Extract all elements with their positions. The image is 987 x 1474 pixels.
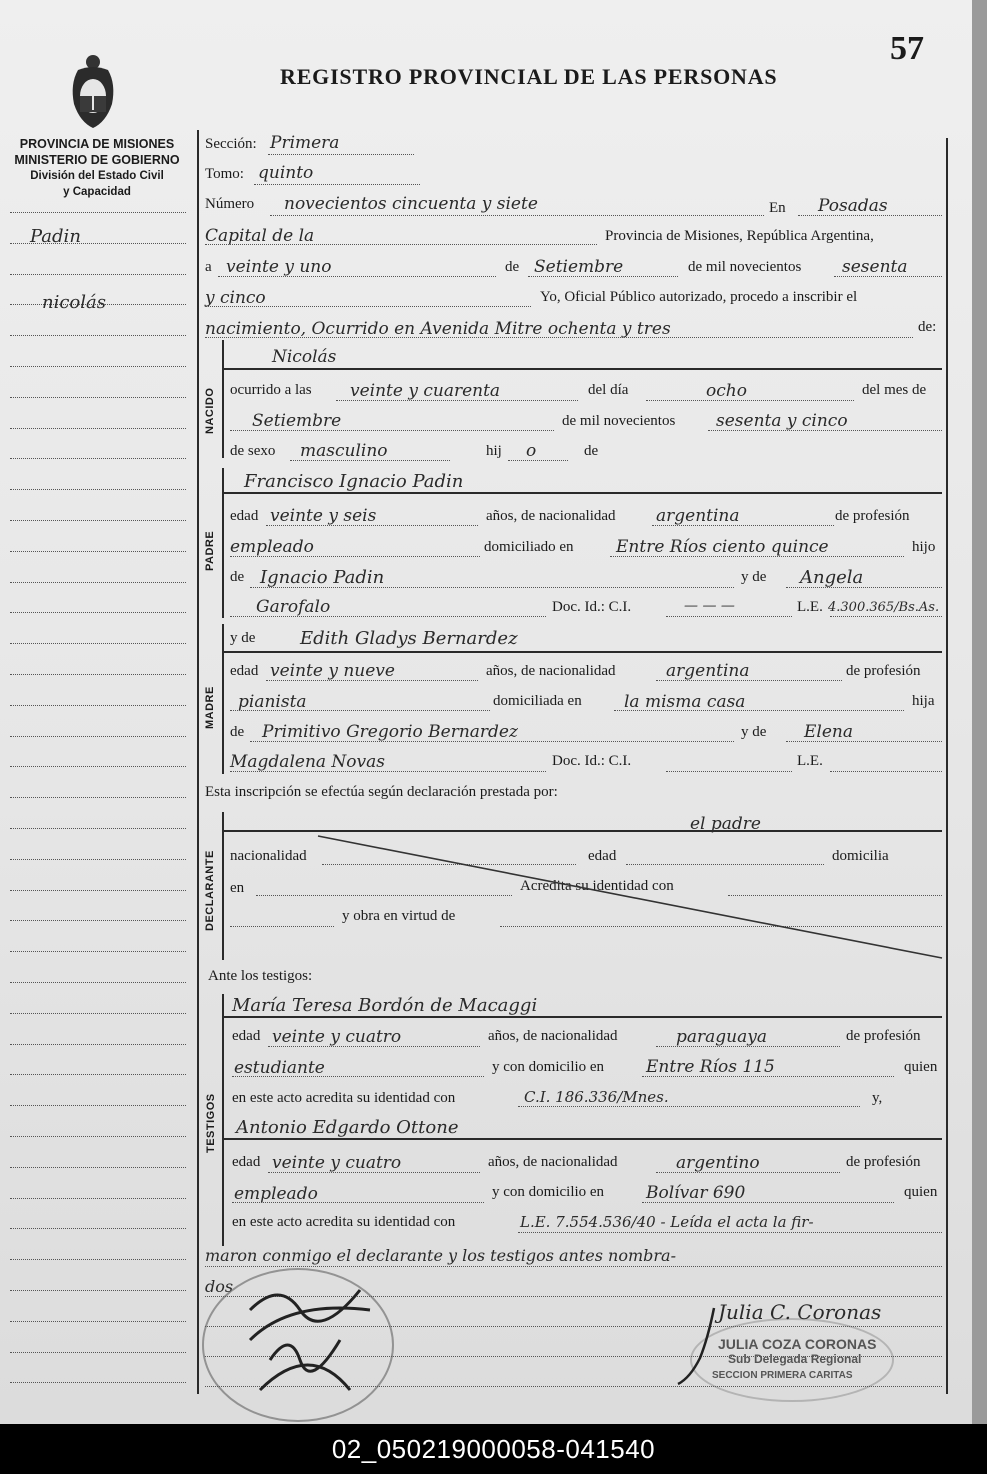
testigo1-y-label: y, xyxy=(872,1090,883,1106)
madre-edad-label: edad xyxy=(230,663,259,679)
testigo1-rule xyxy=(222,1016,942,1018)
seccion-line xyxy=(268,154,414,155)
testigos-section-label: TESTIGOS xyxy=(205,1093,217,1153)
margin-line xyxy=(10,335,186,336)
nacido-month-line xyxy=(230,430,554,431)
sexo-label: de sexo xyxy=(230,443,276,459)
madre-mother2-line xyxy=(230,771,546,772)
testigo1-doc-line xyxy=(518,1106,860,1107)
margin-line xyxy=(10,1013,186,1014)
act-line xyxy=(205,337,913,338)
nacido-month-value: Setiembre xyxy=(252,411,342,431)
sexo-value: masculino xyxy=(300,441,388,461)
margin-line xyxy=(10,828,186,829)
padre-le-line xyxy=(830,616,942,617)
madre-profesion-line xyxy=(230,710,490,711)
madre-rule xyxy=(222,651,942,653)
margin-line xyxy=(10,1105,186,1106)
page-title: REGISTRO PROVINCIAL DE LAS PERSONAS xyxy=(280,64,778,89)
padre-nacionalidad-value: argentina xyxy=(656,506,740,526)
testigo2-domicilio-label: y con domicilio en xyxy=(492,1184,605,1200)
month-value: Setiembre xyxy=(534,257,624,277)
margin-line xyxy=(10,859,186,860)
closing-text: maron conmigo el declarante y los testigos antes nombra- xyxy=(205,1246,676,1265)
testigo2-profesion: empleado xyxy=(234,1184,318,1204)
testigo2-nacionalidad-label: años, de nacionalidad xyxy=(488,1154,618,1170)
madre-y-de2-label: y de xyxy=(741,724,767,740)
madre-doc-label: Doc. Id.: C.I. xyxy=(552,753,632,769)
testigo2-name: Antonio Edgardo Ottone xyxy=(236,1117,459,1138)
provincia-text: Provincia de Misiones, República Argentina, xyxy=(605,228,874,244)
margin-line xyxy=(10,1044,186,1045)
margin-line xyxy=(10,582,186,583)
testigo1-doc: C.I. 186.336/Mnes. xyxy=(524,1088,669,1106)
declarante-acredita-label: Acredita su identidad con xyxy=(520,878,674,894)
margin-line xyxy=(10,643,186,644)
closing-line xyxy=(205,1266,942,1267)
margin-line xyxy=(10,520,186,521)
madre-profesion-label: de profesión xyxy=(846,663,921,679)
testigos-intro: Ante los testigos: xyxy=(208,968,313,984)
declarante-section-label: DECLARANTE xyxy=(204,850,216,931)
testigo2-quien-label: quien xyxy=(904,1184,938,1200)
margin-line xyxy=(10,766,186,767)
margin-line xyxy=(10,1352,186,1353)
hour-value: veinte y cuarenta xyxy=(350,381,501,401)
closing-text-2: dos xyxy=(205,1277,234,1296)
madre-nacionalidad-label: años, de nacionalidad xyxy=(486,663,616,679)
madre-domicilio-label: domiciliada en xyxy=(493,693,582,709)
madre-mother-value: Elena xyxy=(804,722,853,742)
margin-line xyxy=(10,1136,186,1137)
nacido-mil-label: de mil novecientos xyxy=(562,413,676,429)
testigo1-domicilio-label: y con domicilio en xyxy=(492,1059,605,1075)
madre-mother-value-2: Magdalena Novas xyxy=(230,752,386,772)
padre-edad-value: veinte y seis xyxy=(270,506,377,526)
padre-father-value: Ignacio Padin xyxy=(260,567,385,588)
institution-line-1: PROVINCIA DE MISIONES xyxy=(19,137,175,151)
page-edge xyxy=(972,0,987,1424)
nacido-de-label: de xyxy=(584,443,599,459)
nacido-section-label: NACIDO xyxy=(204,387,216,434)
testigo1-name: María Teresa Bordón de Macaggi xyxy=(232,995,538,1016)
testigo2-edad: veinte y cuatro xyxy=(272,1153,402,1173)
padre-edad-label: edad xyxy=(230,508,259,524)
nacido-name: Nicolás xyxy=(272,347,337,367)
nacido-rule xyxy=(222,368,942,370)
margin-line xyxy=(10,797,186,798)
mil-label: de mil novecientos xyxy=(688,259,802,275)
numero-label: Número xyxy=(205,196,255,212)
padre-doc-line xyxy=(666,616,792,617)
scan-footer xyxy=(0,1424,987,1474)
padre-le-value: 4.300.365/Bs.As. xyxy=(828,600,940,615)
de-colon-label: de: xyxy=(918,319,937,335)
padre-mother2-line xyxy=(230,616,546,617)
witness-signatures xyxy=(220,1270,400,1420)
year-value-2: y cinco xyxy=(205,288,266,308)
padre-y-de-label: y de xyxy=(741,569,767,585)
hij-value: o xyxy=(526,441,537,461)
madre-name: Edith Gladys Bernardez xyxy=(300,628,518,649)
en-label: En xyxy=(769,200,786,216)
madre-domicilio-value: la misma casa xyxy=(624,692,746,712)
testigo2-profesion-label: de profesión xyxy=(846,1154,921,1170)
padre-profesion-line xyxy=(230,556,480,557)
testigos-frame xyxy=(222,994,224,1246)
madre-profesion-value: pianista xyxy=(238,692,307,712)
margin-line xyxy=(10,458,186,459)
padre-frame xyxy=(222,468,224,618)
signature-name: JULIA COZA CORONAS xyxy=(718,1336,877,1352)
hija-label: hija xyxy=(912,693,935,709)
institution-line-3: División del Estado Civil xyxy=(30,170,164,182)
declarante-edad-label: edad xyxy=(588,848,617,864)
margin-line xyxy=(10,674,186,675)
numero-value: novecientos cincuenta y siete xyxy=(284,194,538,214)
hij-line xyxy=(508,460,568,461)
madre-edad-value: veinte y nueve xyxy=(270,661,395,681)
margin-line xyxy=(10,705,186,706)
declarante-en-label: en xyxy=(230,880,245,896)
a-label: a xyxy=(205,259,212,275)
testigo1-edad: veinte y cuatro xyxy=(272,1027,402,1047)
dia-line xyxy=(646,400,854,401)
margin-line xyxy=(10,397,186,398)
testigo1-acredita-label: en este acto acredita su identidad con xyxy=(232,1090,456,1106)
main-frame-left xyxy=(197,130,199,1394)
testigo1-nacionalidad: paraguaya xyxy=(676,1027,767,1047)
margin-line xyxy=(10,1259,186,1260)
padre-de-label: de xyxy=(230,569,245,585)
margin-ruled-lines xyxy=(10,0,190,1424)
testigo1-profesion-line xyxy=(232,1076,484,1077)
madre-nacionalidad-value: argentina xyxy=(666,661,750,681)
padre-rule xyxy=(222,492,942,494)
padre-profesion-label: de profesión xyxy=(835,508,910,524)
institution-line-4: y Capacidad xyxy=(63,186,131,198)
madre-section-label: MADRE xyxy=(204,686,216,729)
testigo2-doc: L.E. 7.554.536/40 - Leída el acta la fir- xyxy=(520,1213,814,1231)
margin-line xyxy=(10,612,186,613)
page-number: 57 xyxy=(890,30,924,67)
padre-mother-value-2: Garofalo xyxy=(256,597,331,617)
margin-line xyxy=(10,428,186,429)
institution-line-2: MINISTERIO DE GOBIERNO xyxy=(14,153,180,167)
padre-domicilio-label: domiciliado en xyxy=(484,539,574,555)
day-value: veinte y uno xyxy=(226,257,332,277)
seccion-value: Primera xyxy=(270,133,340,153)
signature-autograph: Julia C. Coronas xyxy=(718,1300,882,1324)
signature-section: SECCION PRIMERA CARITAS xyxy=(712,1370,853,1381)
hijo-label: hijo xyxy=(912,539,936,555)
nacido-frame xyxy=(222,340,224,458)
obra-label: y obra en virtud de xyxy=(342,908,456,924)
year2-line xyxy=(205,306,531,307)
tomo-line xyxy=(254,184,420,185)
madre-frame xyxy=(222,624,224,774)
margin-line xyxy=(10,212,186,213)
madre-y-de-label: y de xyxy=(230,630,256,646)
tomo-label: Tomo: xyxy=(205,166,244,182)
margin-line xyxy=(10,551,186,552)
margin-line xyxy=(10,736,186,737)
padre-name: Francisco Ignacio Padin xyxy=(244,471,464,492)
tomo-value: quinto xyxy=(258,163,314,183)
padre-profesion-value: empleado xyxy=(230,537,314,557)
del-dia-label: del día xyxy=(588,382,629,398)
testigo2-nacionalidad: argentino xyxy=(676,1153,760,1173)
testigo2-profesion-line xyxy=(232,1202,484,1203)
declarante-strike-line xyxy=(222,830,946,960)
de-label: de xyxy=(505,259,520,275)
testigo1-profesion: estudiante xyxy=(234,1058,325,1078)
madre-de-label: de xyxy=(230,724,245,740)
document-code: 02_050219000058-041540 xyxy=(331,1433,656,1464)
padre-nacionalidad-label: años, de nacionalidad xyxy=(486,508,616,524)
margin-surname: Padin xyxy=(30,226,81,247)
margin-line xyxy=(10,1167,186,1168)
margin-line xyxy=(10,982,186,983)
madre-father-value: Primitivo Gregorio Bernardez xyxy=(262,722,518,742)
declarante-intro: Esta inscripción se efectúa según declaración prestada por: xyxy=(205,784,558,800)
numero-line xyxy=(270,215,764,216)
margin-given-name: nicolás xyxy=(42,292,106,313)
testigo2-domicilio: Bolívar 690 xyxy=(646,1183,746,1203)
margin-line xyxy=(10,1321,186,1322)
testigo2-acredita-label: en este acto acredita su identidad con xyxy=(232,1214,456,1230)
testigo1-profesion-label: de profesión xyxy=(846,1028,921,1044)
margin-line xyxy=(10,1074,186,1075)
nacido-day-value: ocho xyxy=(706,381,747,401)
capital-line xyxy=(205,244,597,245)
testigo1-nacionalidad-label: años, de nacionalidad xyxy=(488,1028,618,1044)
testigo2-doc-line xyxy=(518,1232,942,1233)
padre-section-label: PADRE xyxy=(204,530,216,571)
declarante-value: el padre xyxy=(690,814,761,834)
padre-doc-label: Doc. Id.: C.I. xyxy=(552,599,632,615)
margin-line xyxy=(10,1382,186,1383)
main-frame-right xyxy=(946,138,948,1394)
testigo2-edad-label: edad xyxy=(232,1154,261,1170)
testigo2-rule xyxy=(222,1138,942,1140)
nacido-year-value: sesenta y cinco xyxy=(716,411,848,431)
margin-line xyxy=(10,951,186,952)
madre-le-line xyxy=(830,771,942,772)
testigo1-edad-label: edad xyxy=(232,1028,261,1044)
en-value: Posadas xyxy=(818,196,888,216)
signature-title: Sub Delegada Regional xyxy=(728,1352,862,1366)
margin-line xyxy=(10,274,186,275)
ocurrido-label: ocurrido a las xyxy=(230,382,312,398)
margin-line xyxy=(10,1228,186,1229)
oficial-text: Yo, Oficial Público autorizado, procedo a inscribir el xyxy=(540,289,858,305)
madre-le-label: L.E. xyxy=(797,753,823,769)
seccion-label: Sección: xyxy=(205,136,257,152)
margin-line xyxy=(10,890,186,891)
padre-doc-value: — — — xyxy=(684,598,735,614)
padre-le-label: L.E. xyxy=(797,599,823,615)
year-value: sesenta xyxy=(842,257,908,277)
del-mes-label: del mes de xyxy=(862,382,927,398)
padre-domicilio-value: Entre Ríos ciento quince xyxy=(616,537,829,557)
margin-line xyxy=(10,366,186,367)
domicilia-label: domicilia xyxy=(832,848,889,864)
declarante-nacionalidad-label: nacionalidad xyxy=(230,848,307,864)
margin-line xyxy=(10,1290,186,1291)
testigo1-domicilio: Entre Ríos 115 xyxy=(646,1057,775,1077)
margin-line xyxy=(10,1198,186,1199)
testigo1-quien-label: quien xyxy=(904,1059,938,1075)
padre-mother-value: Angela xyxy=(800,567,864,588)
hij-label: hij xyxy=(486,443,502,459)
margin-line xyxy=(10,489,186,490)
act-value: nacimiento, Ocurrido en Avenida Mitre ochenta y tres xyxy=(205,319,671,339)
margin-line xyxy=(10,920,186,921)
madre-doc-line xyxy=(666,771,792,772)
capital-value: Capital de la xyxy=(205,226,315,246)
